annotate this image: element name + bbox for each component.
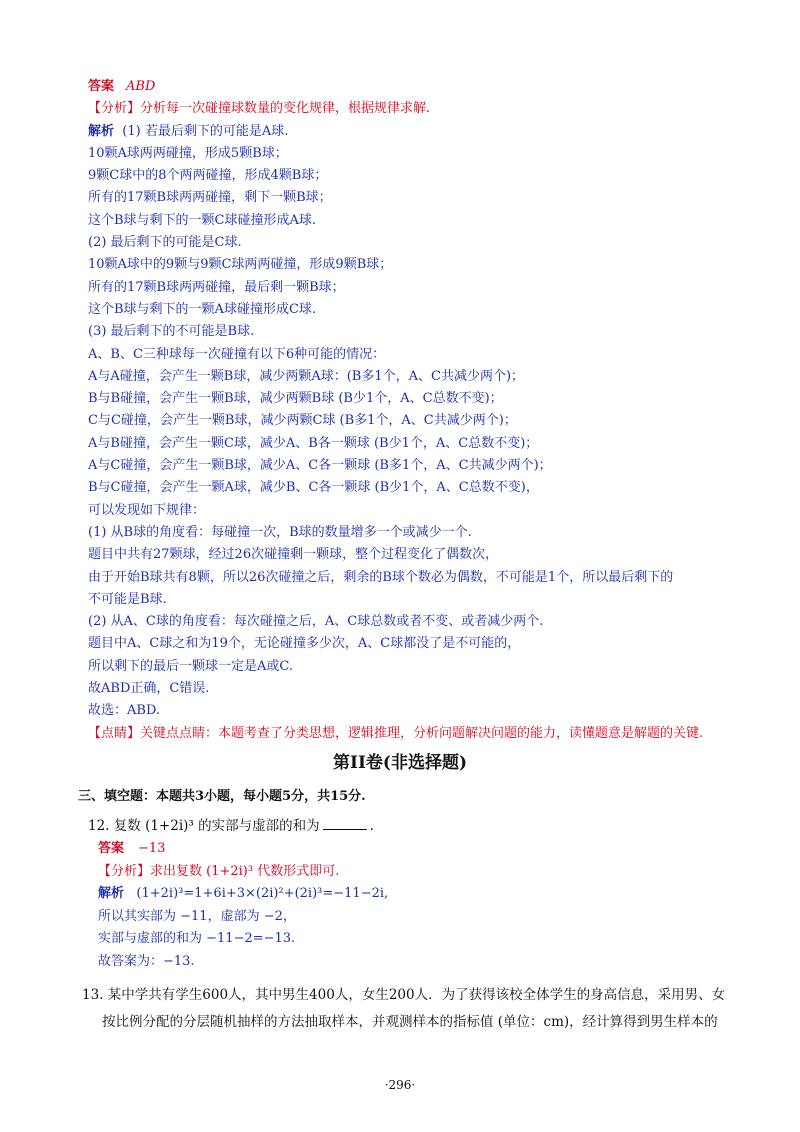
answer-value: ABD (126, 79, 156, 94)
solution-line: 不可能是B球. (88, 591, 167, 607)
solution-line: 10颗A球中的9颗与9颗C球两两碰撞，形成9颗B球； (88, 257, 393, 273)
answer-line (98, 838, 388, 861)
q11-solution (88, 76, 768, 745)
solution-line: A、B、C三种球每一次碰撞有以下6种可能的情况： (88, 346, 386, 362)
question-12 (88, 814, 374, 834)
solution-line: A与A碰撞，会产生一颗B球，减少两颗A球：(B多1个，A、C共减少两个)； (88, 368, 525, 384)
solution-line: A与C碰撞，会产生一颗B球，减少A、C各一颗球 (B多1个，A、C共减少两个)； (88, 458, 552, 474)
solution-line: A与B碰撞，会产生一颗C球，减少A、B各一颗球 (B少1个，A、C总数不变)； (88, 435, 539, 451)
question-13 (82, 982, 762, 1036)
jiexi-label: 解析 (98, 886, 125, 902)
q12-solution (98, 838, 388, 974)
solution-line: 故选：ABD. (88, 703, 161, 719)
solution-line: (1) 从B球的角度看：每碰撞一次，B球的数量增多一个或减少一个. (88, 524, 472, 540)
solution-line: 所以其实部为 −11，虚部为 −2， (98, 908, 296, 924)
solution-line: 所有的17颗B球两两碰撞，剩下一颗B球； (88, 190, 332, 206)
solution-line: C与C碰撞，会产生一颗B球，减少两颗C球 (B多1个，A、C共减少两个)； (88, 413, 517, 429)
solution-line: 故ABD正确，C错误. (88, 681, 210, 697)
part3-heading: 三、填空题：本题共3小题，每小题5分，共15分. (78, 789, 366, 804)
answer-label: 答案 (88, 79, 115, 94)
answer-line (88, 76, 768, 98)
question-line (82, 982, 762, 1009)
solution-line: 可以发现如下规律： (88, 502, 206, 518)
solution-line: 题目中A、C球之和为19个，无论碰撞多少次，A、C球都没了是不可能的， (88, 636, 521, 652)
solution-line: (3) 最后剩下的不可能是B球. (88, 324, 255, 340)
solution-text: (1) 若最后剩下的可能是A球. (122, 123, 289, 139)
question-line: 按比例分配的分层随机抽样的方法抽取样本，并观测样本的指标值 (单位：cm)，经计算得到男生样本的 (102, 1014, 718, 1030)
solution-line: B与C碰撞，会产生一颗A球，减少B、C各一颗球 (B少1个，A、C总数不变)， (88, 480, 539, 496)
solution-text: (1+2i)³=1+6i+3×(2i)²+(2i)³=−11−2i, (136, 886, 389, 902)
solution-line: 所有的17颗B球两两碰撞，最后剩一颗B球； (88, 279, 345, 295)
answer-blank (323, 816, 367, 830)
dianjing-line: 【点睛】关键点点睛：本题考查了分类思想，逻辑推理，分析问题解决问题的能力，读懂题意是解题的关键. (88, 725, 704, 741)
solution-line: 实部与虚部的和为 −11−2=−13. (98, 931, 296, 947)
solution-line: 所以剩下的最后一颗球一定是A或C. (88, 658, 294, 674)
section-title: 第II卷(非选择题) (333, 753, 467, 773)
answer-value: −13 (138, 841, 166, 856)
question-number: 13. (82, 987, 104, 1003)
jiexi-label: 解析 (88, 123, 115, 139)
solution-line (98, 883, 388, 906)
page-number: ·296· (384, 1078, 416, 1092)
solution-line: 由于开始B球共有8颗，所以26次碰撞之后，剩余的B球个数必为偶数，不可能是1个，所以最后剩下的 (88, 569, 674, 585)
answer-label: 答案 (98, 841, 125, 856)
solution-line: 9颗C球中的8个两两碰撞，形成4颗B球； (88, 168, 328, 184)
question-text: 复数 (1+2i)³ 的实部与虚部的和为 (113, 818, 320, 834)
question-text: 某中学共有学生600人，其中男生400人，女生200人．为了获得该校全体学生的身高信息，采用男、女 (107, 987, 726, 1003)
question-text-end: . (369, 818, 374, 834)
solution-line: 题目中共有27颗球，经过26次碰撞剩一颗球，整个过程变化了偶数次， (88, 547, 499, 563)
solution-line: (2) 从A、C球的角度看：每次碰撞之后，A、C球总数或者不变、或者减少两个. (88, 614, 544, 630)
solution-line: 这个B球与剩下的一颗A球碰撞形成C球. (88, 301, 317, 317)
solution-line: (2) 最后剩下的可能是C球. (88, 235, 242, 251)
solution-line (88, 121, 768, 143)
solution-line: 10颗A球两两碰撞，形成5颗B球； (88, 145, 288, 161)
analysis-line: 【分析】求出复数 (1+2i)³ 代数形式即可. (98, 863, 340, 879)
solution-line: 这个B球与剩下的一颗C球碰撞形成A球. (88, 212, 317, 228)
question-number: 12. (88, 818, 110, 834)
analysis-line: 【分析】分析每一次碰撞球数量的变化规律，根据规律求解. (88, 101, 431, 117)
solution-line: B与B碰撞，会产生一颗B球，减少两颗B球 (B少1个，A、C总数不变)； (88, 391, 503, 407)
solution-line: 故答案为：−13. (98, 953, 195, 969)
